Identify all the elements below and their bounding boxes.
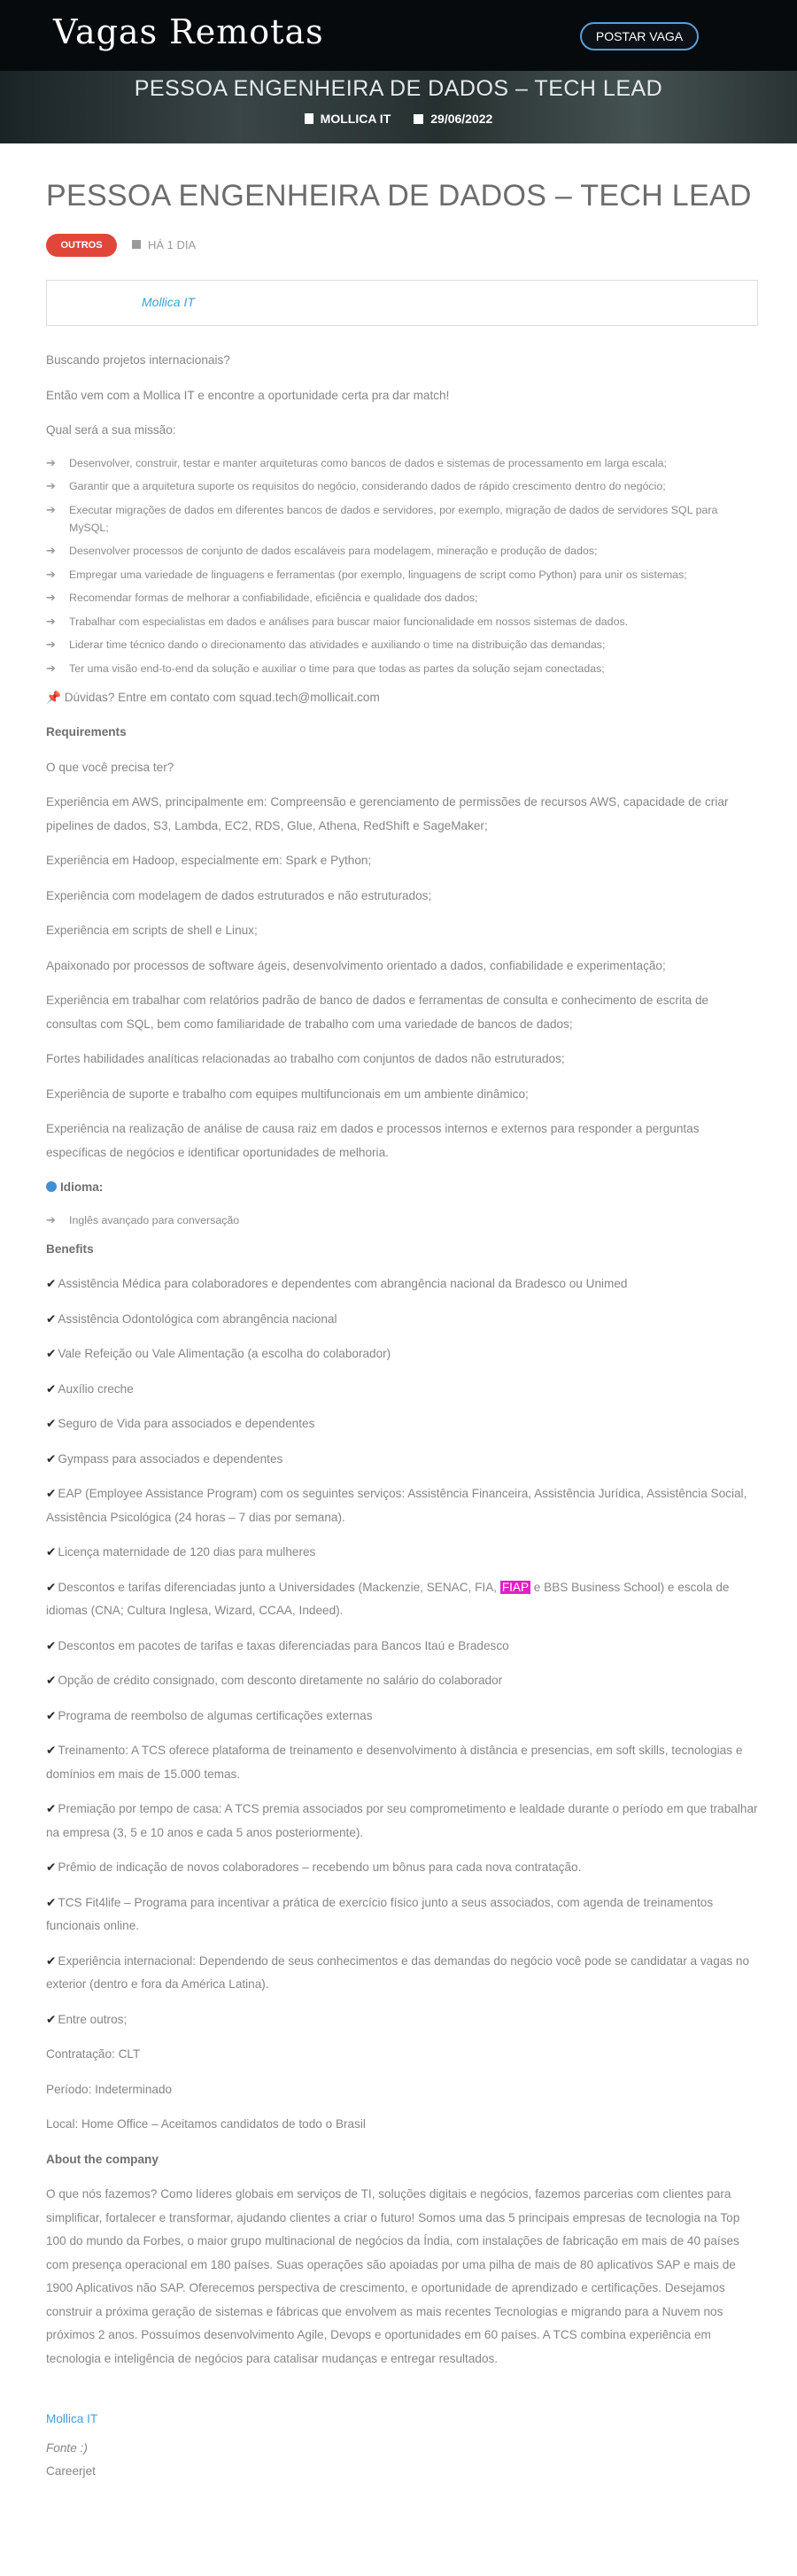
arrow-icon: ➔ (46, 591, 56, 604)
hero-title: PESSOA ENGENHEIRA DE DADOS – TECH LEAD (134, 76, 663, 101)
list-item: ➔ Inglês avançado para conversação (46, 1211, 758, 1229)
pin-icon: 📌 (46, 690, 61, 704)
arrow-icon: ➔ (46, 567, 56, 581)
arrow-icon: ➔ (46, 638, 56, 651)
building-icon (305, 113, 313, 124)
check-icon: ✔ (46, 1381, 57, 1396)
page-title: PESSOA ENGENHEIRA DE DADOS – TECH LEAD (46, 179, 752, 213)
check-icon: ✔ (46, 1674, 57, 1687)
source-label: Fonte :) (46, 2441, 88, 2455)
check-icon: ✔ (46, 1347, 57, 1360)
check-icon: ✔ (46, 1417, 57, 1430)
company-link[interactable]: Mollica IT (46, 2412, 98, 2425)
company-name[interactable]: Mollica IT (142, 295, 195, 309)
benefit-item: ✔ Descontos e tarifas diferenciadas junto a Universidades (Mackenzie, SENAC, FIA, FIAP e BBS Business School) e escola de idiomas (CNA; Cultura Inglesa, Wizard, CCAA, Indeed). (46, 1580, 730, 1617)
check-icon: ✔ (46, 1580, 57, 1594)
contract-period: Período: Indeterminado (46, 2082, 173, 2096)
source-name: Careerjet (46, 2464, 96, 2478)
arrow-icon: ➔ (46, 614, 56, 628)
hero-date: 29/06/2022 (430, 112, 493, 126)
benefit-item: ✔ EAP (Employee Assistance Program) com os seguintes serviços: Assistência Financeira, Assistência Jurídica, Assistência Social, Assistência Psicológica (24 horas – 7 dias por semana). (46, 1487, 747, 1524)
requirement-item: Apaixonado por processos de software ágeis, desenvolvimento orientado a dados, confiabilidade e experimentação; (46, 958, 666, 972)
benefit-item: ✔ Experiência internacional: Dependendo de seus conhecimentos e das demandas do negócio você pode se candidatar a vagas no exterior (dentro e fora da América Latina). (46, 1953, 750, 1991)
benefit-item: ✔ Auxílio creche (46, 1381, 134, 1396)
requirement-item: Experiência em Hadoop, especialmente em: Spark e Python; (46, 854, 372, 867)
company-box (46, 280, 758, 326)
requirements-question: O que você precisa ter? (46, 760, 174, 774)
job-description (46, 349, 758, 2495)
list-item: ➔ Liderar time técnico dando o direcionamento das atividades e auxiliando o time na distribuição das demandas; (46, 636, 758, 654)
calendar-icon (132, 240, 141, 249)
requirement-item: Experiência de suporte e trabalho com equipes multifuncionais em um ambiente dinâmico; (46, 1087, 529, 1101)
hero-banner (0, 71, 797, 143)
list-item: ➔ Recomendar formas de melhorar a confiabilidade, eficiência e qualidade dos dados; (46, 589, 758, 607)
benefit-item: ✔ Licença maternidade de 120 dias para mulheres (46, 1545, 316, 1559)
mission-list (46, 454, 758, 677)
benefit-item: ✔ Gympass para associados e dependentes (46, 1451, 283, 1466)
language-heading: Idioma: (46, 1176, 758, 1200)
list-item: ➔ Desenvolver processos de conjunto de dados escaláveis para modelagem, mineração e produção de dados; (46, 542, 758, 560)
check-icon: ✔ (46, 1545, 57, 1559)
work-location: Local: Home Office – Aceitamos candidatos de todo o Brasil (46, 2117, 366, 2131)
list-item: ➔ Garantir que a arquitetura suporte os requisitos do negócio, considerando dados de rápido crescimento dentro do negócio; (46, 477, 758, 495)
list-item: ➔ Empregar uma variedade de linguagens e ferramentas (por exemplo, linguagens de script como Python) para unir os sistemas; (46, 566, 758, 584)
arrow-icon: ➔ (46, 502, 56, 516)
check-icon: ✔ (46, 1744, 57, 1757)
benefit-item: ✔ Vale Refeição ou Vale Alimentação (a escolha do colaborador) (46, 1347, 391, 1360)
list-item: ➔ Ter uma visão end-to-end da solução e auxiliar o time para que todas as partes da solução sejam conectadas; (46, 660, 758, 677)
benefit-item: ✔ Programa de reembolso de algumas certificações externas (46, 1708, 373, 1722)
requirement-item: Experiência com modelagem de dados estruturados e não estruturados; (46, 888, 432, 902)
check-icon: ✔ (46, 1953, 57, 1968)
top-navbar (0, 0, 797, 71)
requirements-heading: Requirements (46, 725, 127, 739)
post-job-button[interactable]: POSTAR VAGA (580, 22, 699, 50)
list-item: ➔ Desenvolver, construir, testar e manter arquiteturas como bancos de dados e sistemas de processamento em larga escala; (46, 454, 758, 472)
check-icon: ✔ (46, 1277, 57, 1290)
requirement-item: Experiência em scripts de shell e Linux; (46, 924, 258, 937)
check-icon: ✔ (46, 1487, 57, 1500)
benefit-item: ✔ Seguro de Vida para associados e dependentes (46, 1417, 315, 1430)
job-type-badge[interactable]: OUTROS (46, 234, 117, 257)
arrow-icon: ➔ (46, 1212, 56, 1226)
benefit-item: ✔ Treinamento: A TCS oferece plataforma de treinamento e desenvolvimento à distância e presencias, em soft skills, tecnologias e domínios em mais de 15.000 temas. (46, 1744, 743, 1781)
check-icon: ✔ (46, 1638, 57, 1652)
benefit-item: ✔ Entre outros; (46, 2012, 128, 2026)
benefit-item: ✔ Prêmio de indicação de novos colaboradores – recebendo um bônus para cada nova contratação. (46, 1860, 582, 1874)
about-text: O que nós fazemos? Como líderes globais em serviços de TI, soluções digitais e negócios, fazemos parcerias com clientes para simplificar, fortalecer e transformar, ajudando clientes a criar o futuro! Somos uma das 5 principais empresas de tecnologia na Top 100 do mundo da Forbes, o maior grupo multinacional de negócios da Índia, com instalações de fabricação em mais de 40 países com presença operacional em 180 países. Suas operações são apoiadas por uma pilha de mais de 80 aplicativos SAP e mais de 1900 Aplicativos não SAP. Oferecemos perspectiva de crescimento, e oportunidade de aprendizado e certificações. Desejamos construir a próxima geração de sistemas e fábricas que envolvem as mais recentes Tecnologias e migrando para a Nuvem nos próximos 2 anos. Possuímos desenvolvimento Agile, Devops e oportunidades em 60 países. A TCS combina experiência em tecnologia e inteligência de negócios para catalisar mudanças e entregar resultados. (46, 2187, 740, 2365)
intro-line: Qual será a sua missão: (46, 423, 176, 437)
benefit-item: ✔ Opção de crédito consignado, com desconto diretamente no salário do colaborador (46, 1674, 503, 1687)
check-icon: ✔ (46, 1708, 57, 1722)
arrow-icon: ➔ (46, 661, 56, 675)
intro-line: Buscando projetos internacionais? (46, 353, 230, 367)
requirement-item: Experiência na realização de análise de causa raiz em dados e processos internos e externos para responder a perguntas específicas de negócios e identificar oportunidades de melhoria. (46, 1122, 700, 1159)
arrow-icon: ➔ (46, 544, 56, 557)
hero-company[interactable]: MOLLICA IT (320, 112, 391, 126)
check-icon: ✔ (46, 1895, 57, 1909)
hero-meta (0, 112, 797, 126)
benefit-item: ✔ TCS Fit4life – Programa para incentivar a prática de exercício físico junto a seus associados, com agenda de treinamentos funcionais online. (46, 1895, 714, 1932)
contact-line: 📌 Dúvidas? Entre em contato com squad.tech@mollicait.com (46, 690, 380, 704)
posted-date (132, 234, 196, 257)
benefit-item: ✔ Assistência Médica para colaboradores e dependentes com abrangência nacional da Bradesco ou Unimed (46, 1277, 628, 1290)
check-icon: ✔ (46, 1860, 57, 1874)
language-list (46, 1211, 758, 1229)
requirement-item: Experiência em AWS, principalmente em: Compreensão e gerenciamento de permissões de recursos AWS, capacidade de criar pipelines de dados, S3, Lambda, EC2, RDS, Glue, Athena, RedShift e SageMaker; (46, 795, 729, 832)
benefit-item: ✔ Premiação por tempo de casa: A TCS premia associados por seu comprometimento e lealdade durante o período em que trabalhar na empresa (3, 5 e 10 anos e cada 5 anos posteriormente). (46, 1802, 758, 1839)
check-icon: ✔ (46, 1802, 57, 1815)
globe-icon (46, 1181, 57, 1192)
arrow-icon: ➔ (46, 455, 56, 469)
list-item: ➔ Executar migrações de dados em diferentes bancos de dados e servidores, por exemplo, migração de dados de servidores SQL para MySQL; (46, 502, 718, 534)
intro-line: Então vem com a Mollica IT e encontre a oportunidade certa pra dar match! (46, 388, 450, 402)
check-icon: ✔ (46, 1311, 57, 1326)
check-icon: ✔ (46, 2012, 57, 2026)
check-icon: ✔ (46, 1451, 57, 1466)
posted-text: HÁ 1 DIA (148, 238, 197, 251)
contract-type: Contratação: CLT (46, 2047, 141, 2061)
arrow-icon: ➔ (46, 479, 56, 492)
benefit-item: ✔ Assistência Odontológica com abrangência nacional (46, 1311, 337, 1326)
calendar-icon (414, 114, 423, 124)
list-item: ➔ Trabalhar com especialistas em dados e análises para buscar maior funcionalidade em nossos sistemas de dados. (46, 613, 758, 630)
requirement-item: Fortes habilidades analíticas relacionadas ao trabalho com conjuntos de dados não estruturados; (46, 1052, 565, 1065)
requirement-item: Experiência em trabalhar com relatórios padrão de banco de dados e ferramentas de consulta e conhecimento de escrita de consultas com SQL, bem como familiaridade de trabalho com uma variedade de bancos de dados; (46, 994, 709, 1031)
site-logo[interactable]: Vagas Remotas (53, 12, 324, 51)
benefits-heading: Benefits (46, 1242, 94, 1256)
benefit-item: ✔ Descontos em pacotes de tarifas e taxas diferenciadas para Bancos Itaú e Bradesco (46, 1638, 509, 1652)
about-heading: About the company (46, 2152, 159, 2166)
highlighted-text: FIAP (501, 1580, 530, 1594)
